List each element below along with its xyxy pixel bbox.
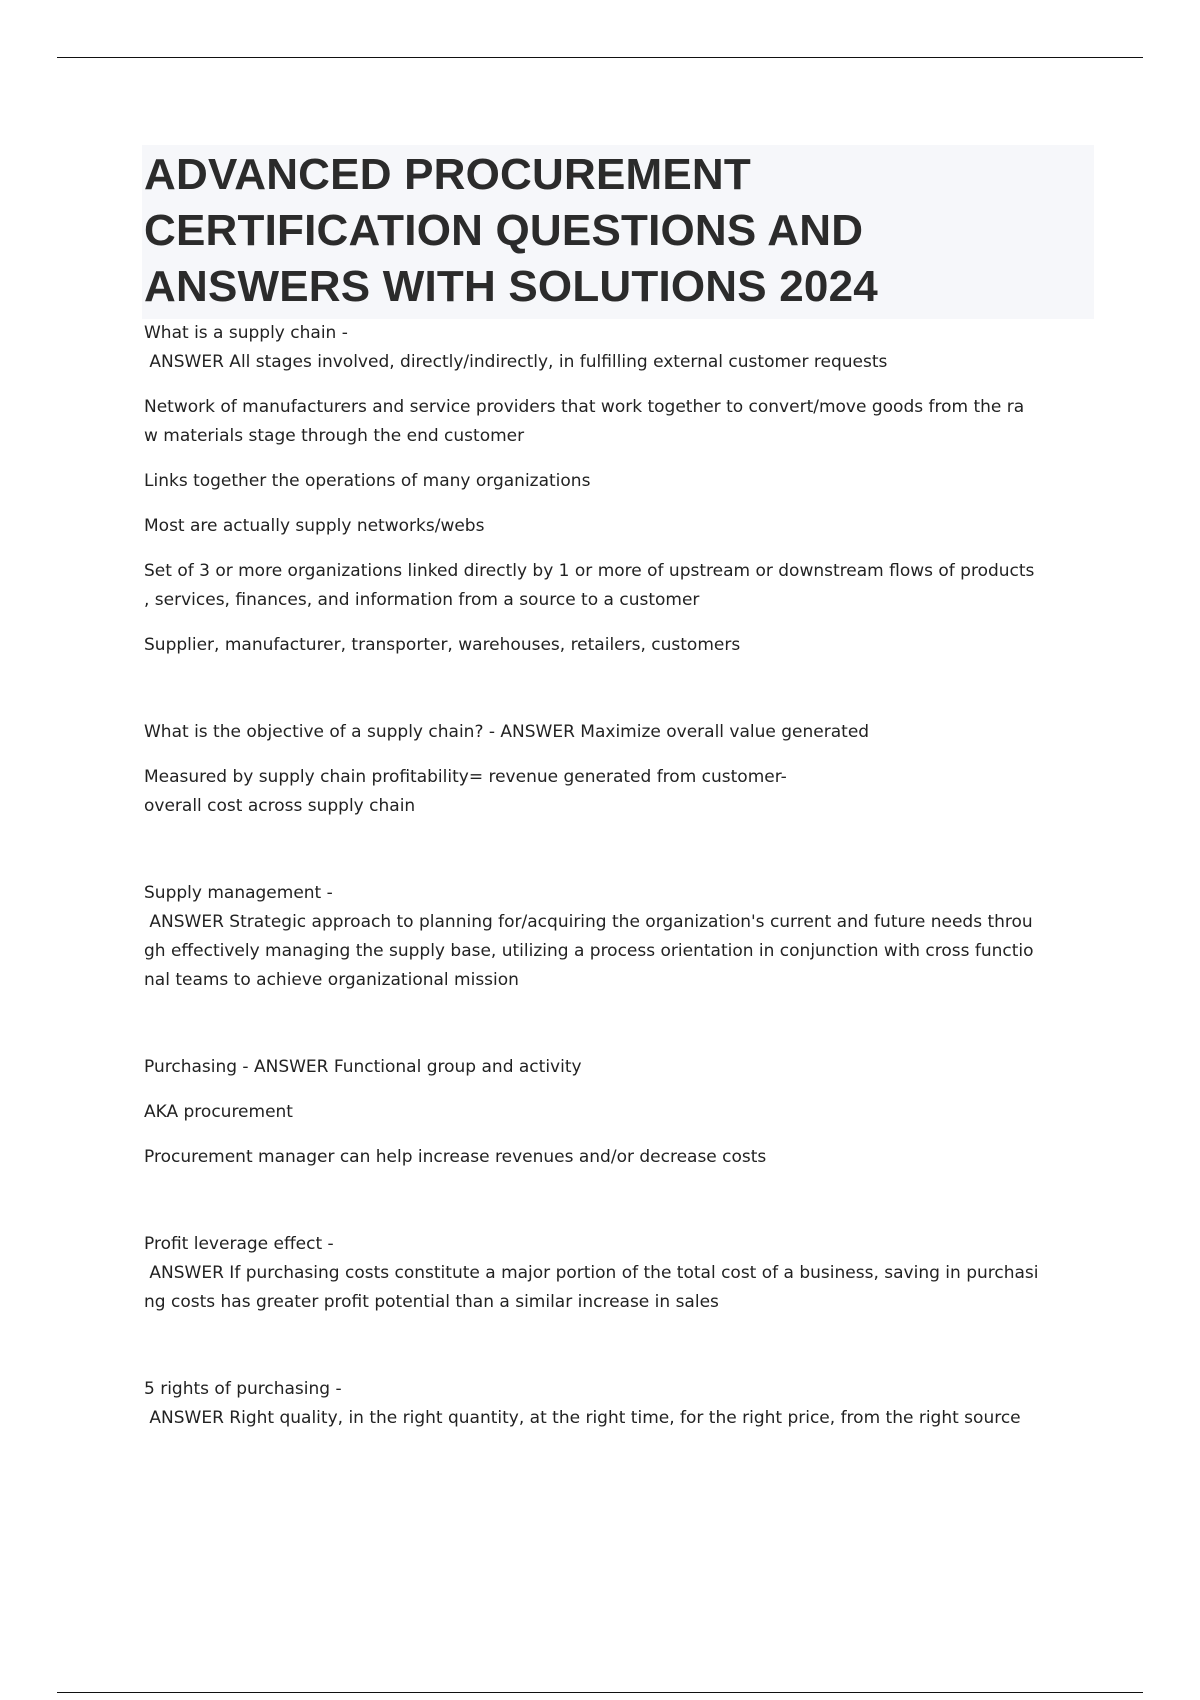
answer-text: ANSWER All stages involved, directly/indirectly, in fulfilling external customer requests <box>144 352 888 372</box>
detail-paragraph: Supplier, manufacturer, transporter, warehouses, retailers, customers <box>144 635 741 655</box>
top-divider <box>57 57 1143 58</box>
question-text: What is a supply chain - <box>144 323 348 343</box>
qa-entry <box>144 1375 1094 1433</box>
detail-paragraph: Measured by supply chain profitability= revenue generated from customer- overall cost across supply chain <box>144 767 787 816</box>
detail-paragraph: Links together the operations of many organizations <box>144 471 591 491</box>
document-body <box>144 145 1094 1433</box>
qa-entry <box>144 1230 1094 1317</box>
question-text: What is the objective of a supply chain? - ANSWER Maximize overall value generated <box>144 722 870 742</box>
question-text: Supply management - <box>144 883 333 903</box>
qa-entry <box>144 319 1094 660</box>
question-text: Purchasing - ANSWER Functional group and activity <box>144 1057 582 1077</box>
title-block <box>142 145 1094 319</box>
detail-paragraph: Network of manufacturers and service providers that work together to convert/move goods from the ra w materials stage through the end customer <box>144 397 1025 446</box>
detail-paragraph: AKA procurement <box>144 1102 293 1122</box>
qa-entry <box>144 1053 1094 1172</box>
detail-paragraph: Set of 3 or more organizations linked directly by 1 or more of upstream or downstream flows of products , services, finances, and information from a source to a customer <box>144 561 1035 610</box>
answer-text: ANSWER Strategic approach to planning for/acquiring the organization's current and future needs throu gh effectively managing the supply base, utilizing a process orientation in conjunction with cross functio nal teams to achieve organizational mission <box>144 912 1034 990</box>
qa-list <box>144 319 1094 1433</box>
document-title: ADVANCED PROCUREMENT CERTIFICATION QUESTIONS AND ANSWERS WITH SOLUTIONS 2024 <box>144 150 878 311</box>
detail-paragraph: Procurement manager can help increase revenues and/or decrease costs <box>144 1147 767 1167</box>
question-text: 5 rights of purchasing - <box>144 1379 342 1399</box>
answer-text: ANSWER Right quality, in the right quantity, at the right time, for the right price, from the right source <box>144 1408 1021 1428</box>
bottom-divider <box>57 1692 1143 1693</box>
qa-entry <box>144 718 1094 821</box>
detail-paragraph: Most are actually supply networks/webs <box>144 516 485 536</box>
answer-text: ANSWER If purchasing costs constitute a major portion of the total cost of a business, saving in purchasi ng costs has greater profit potential than a similar increase in sales <box>144 1263 1039 1312</box>
question-text: Profit leverage effect - <box>144 1234 334 1254</box>
qa-entry <box>144 879 1094 995</box>
